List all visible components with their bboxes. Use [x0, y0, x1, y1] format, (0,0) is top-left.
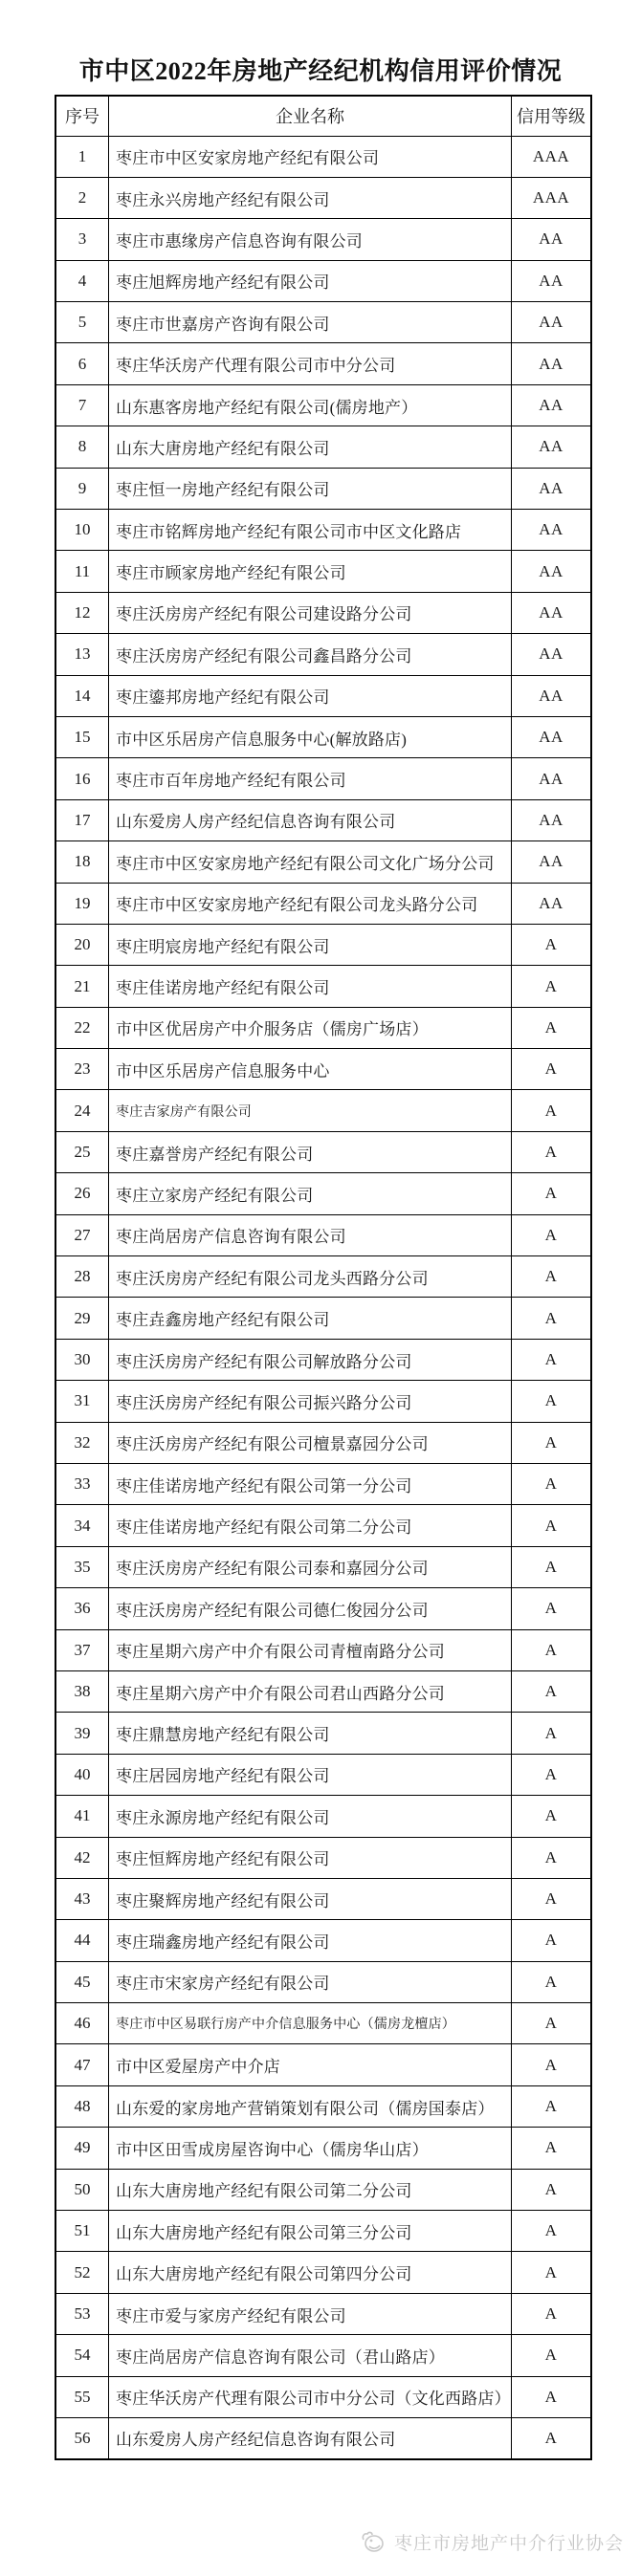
row-number-cell: 51 [55, 2211, 109, 2252]
company-name-cell: 枣庄旭辉房地产经纪有限公司 [109, 260, 512, 301]
company-name-cell: 枣庄永源房地产经纪有限公司 [109, 1796, 512, 1837]
company-name-cell: 枣庄星期六房产中介有限公司君山西路分公司 [109, 1670, 512, 1712]
table-row [55, 1837, 591, 1878]
table-row [55, 716, 591, 757]
row-number-cell: 8 [55, 426, 109, 468]
row-number-cell: 42 [55, 1837, 109, 1878]
row-number-cell: 2 [55, 177, 109, 218]
credit-rating-cell: AA [512, 551, 592, 592]
company-name-cell: 枣庄鎏邦房地产经纪有限公司 [109, 675, 512, 716]
row-number-cell: 14 [55, 675, 109, 716]
row-number-cell: 30 [55, 1339, 109, 1380]
table-row [55, 510, 591, 551]
credit-rating-cell: A [512, 1049, 592, 1090]
credit-rating-cell: AA [512, 384, 592, 426]
row-number-cell: 24 [55, 1090, 109, 1131]
credit-rating-cell: A [512, 1920, 592, 1961]
company-name-cell: 枣庄佳诺房地产经纪有限公司第一分公司 [109, 1464, 512, 1505]
company-name-cell: 市中区田雪成房屋咨询中心（儒房华山店） [109, 2128, 512, 2169]
table-row [55, 1629, 591, 1670]
page-title: 市中区2022年房地产经纪机构信用评价情况 [78, 57, 563, 85]
header-row [55, 96, 591, 136]
table-row [55, 841, 591, 883]
credit-rating-cell: A [512, 2417, 592, 2458]
credit-rating-cell: A [512, 1090, 592, 1131]
header-company-name: 企业名称 [109, 96, 512, 136]
row-number-cell: 4 [55, 260, 109, 301]
table-row [55, 1796, 591, 1837]
table-row [55, 1007, 591, 1048]
company-name-cell: 枣庄市中区易联行房产中介信息服务中心（儒房龙檀店） [109, 2003, 512, 2044]
credit-rating-cell: A [512, 1505, 592, 1546]
credit-rating-cell: A [512, 1381, 592, 1422]
row-number-cell: 28 [55, 1256, 109, 1298]
company-name-cell: 枣庄市世嘉房产咨询有限公司 [109, 302, 512, 343]
credit-rating-cell: A [512, 1670, 592, 1712]
table-row [55, 2211, 591, 2252]
table-row [55, 1214, 591, 1255]
table-row [55, 426, 591, 468]
table-row [55, 384, 591, 426]
row-number-cell: 18 [55, 841, 109, 883]
row-number-cell: 33 [55, 1464, 109, 1505]
table-row [55, 675, 591, 716]
table-row [55, 468, 591, 509]
company-name-cell: 枣庄沃房房产经纪有限公司泰和嘉园分公司 [109, 1546, 512, 1587]
company-name-cell: 山东爱房人房产经纪信息咨询有限公司 [109, 799, 512, 840]
credit-rating-cell: A [512, 1007, 592, 1048]
credit-rating-cell: A [512, 2169, 592, 2210]
credit-rating-cell: A [512, 1629, 592, 1670]
table-row [55, 2335, 591, 2376]
row-number-cell: 29 [55, 1298, 109, 1339]
table-row [55, 1588, 591, 1629]
company-name-cell: 枣庄嘉誉房产经纪有限公司 [109, 1131, 512, 1172]
row-number-cell: 52 [55, 2252, 109, 2293]
table-row [55, 2169, 591, 2210]
company-name-cell: 枣庄市宋家房产经纪有限公司 [109, 1961, 512, 2002]
credit-rating-cell: AA [512, 799, 592, 840]
table-row [55, 1961, 591, 2002]
table-row [55, 883, 591, 924]
row-number-cell: 37 [55, 1629, 109, 1670]
row-number-cell: 25 [55, 1131, 109, 1172]
table-row [55, 1173, 591, 1214]
footer-watermark [361, 2529, 624, 2555]
table-row [55, 1505, 591, 1546]
row-number-cell: 41 [55, 1796, 109, 1837]
company-name-cell: 市中区爱屋房产中介店 [109, 2044, 512, 2085]
table-row [55, 2003, 591, 2044]
row-number-cell: 49 [55, 2128, 109, 2169]
table-row [55, 592, 591, 633]
row-number-cell: 12 [55, 592, 109, 633]
credit-rating-cell: AA [512, 468, 592, 509]
credit-rating-cell: A [512, 2293, 592, 2334]
credit-rating-cell: A [512, 2003, 592, 2044]
company-name-cell: 枣庄市百年房地产经纪有限公司 [109, 758, 512, 799]
row-number-cell: 5 [55, 302, 109, 343]
company-name-cell: 山东大唐房地产经纪有限公司第四分公司 [109, 2252, 512, 2293]
credit-rating-cell: A [512, 1546, 592, 1587]
credit-rating-cell: A [512, 1713, 592, 1754]
company-name-cell: 枣庄市中区安家房地产经纪有限公司 [109, 136, 512, 177]
credit-rating-cell: AA [512, 302, 592, 343]
row-number-cell: 3 [55, 219, 109, 260]
table-row [55, 799, 591, 840]
credit-rating-cell: A [512, 2044, 592, 2085]
row-number-cell: 34 [55, 1505, 109, 1546]
table-row [55, 924, 591, 965]
company-name-cell: 枣庄鼎慧房地产经纪有限公司 [109, 1713, 512, 1754]
table-row [55, 177, 591, 218]
table-row [55, 1339, 591, 1380]
company-name-cell: 枣庄立家房产经纪有限公司 [109, 1173, 512, 1214]
credit-rating-cell: AA [512, 675, 592, 716]
credit-rating-cell: AAA [512, 177, 592, 218]
table-row [55, 2085, 591, 2127]
company-name-cell: 枣庄沃房房产经纪有限公司鑫昌路分公司 [109, 634, 512, 675]
row-number-cell: 22 [55, 1007, 109, 1048]
table-row [55, 2376, 591, 2417]
company-name-cell: 枣庄佳诺房地产经纪有限公司第二分公司 [109, 1505, 512, 1546]
row-number-cell: 54 [55, 2335, 109, 2376]
company-name-cell: 山东大唐房地产经纪有限公司第二分公司 [109, 2169, 512, 2210]
credit-rating-cell: A [512, 1796, 592, 1837]
row-number-cell: 46 [55, 2003, 109, 2044]
header-index: 序号 [55, 96, 109, 136]
row-number-cell: 7 [55, 384, 109, 426]
row-number-cell: 36 [55, 1588, 109, 1629]
company-name-cell: 市中区乐居房产信息服务中心 [109, 1049, 512, 1090]
company-name-cell: 市中区优居房产中介服务店（儒房广场店） [109, 1007, 512, 1048]
company-name-cell: 枣庄沃房房产经纪有限公司檀景嘉园分公司 [109, 1422, 512, 1463]
company-name-cell: 山东爱房人房产经纪信息咨询有限公司 [109, 2417, 512, 2458]
table-row [55, 302, 591, 343]
credit-rating-cell: AA [512, 343, 592, 384]
credit-rating-cell: AA [512, 219, 592, 260]
table-row [55, 1131, 591, 1172]
credit-rating-cell: A [512, 1588, 592, 1629]
row-number-cell: 15 [55, 716, 109, 757]
credit-rating-cell: A [512, 1298, 592, 1339]
table-row [55, 343, 591, 384]
company-name-cell: 枣庄沃房房产经纪有限公司德仁俊园分公司 [109, 1588, 512, 1629]
table-row [55, 966, 591, 1007]
row-number-cell: 39 [55, 1713, 109, 1754]
table-row [55, 1878, 591, 1919]
company-name-cell: 枣庄居园房地产经纪有限公司 [109, 1754, 512, 1795]
table-row [55, 2128, 591, 2169]
row-number-cell: 21 [55, 966, 109, 1007]
company-name-cell: 枣庄明宸房地产经纪有限公司 [109, 924, 512, 965]
table-row [55, 1090, 591, 1131]
row-number-cell: 17 [55, 799, 109, 840]
credit-rating-cell: A [512, 1339, 592, 1380]
table-row [55, 1754, 591, 1795]
row-number-cell: 26 [55, 1173, 109, 1214]
row-number-cell: 20 [55, 924, 109, 965]
company-name-cell: 枣庄恒一房地产经纪有限公司 [109, 468, 512, 509]
row-number-cell: 16 [55, 758, 109, 799]
row-number-cell: 27 [55, 1214, 109, 1255]
credit-rating-cell: A [512, 2252, 592, 2293]
company-name-cell: 枣庄市中区安家房地产经纪有限公司文化广场分公司 [109, 841, 512, 883]
credit-rating-cell: AA [512, 592, 592, 633]
row-number-cell: 19 [55, 883, 109, 924]
company-name-cell: 枣庄市爱与家房产经纪有限公司 [109, 2293, 512, 2334]
credit-rating-cell: AA [512, 841, 592, 883]
company-name-cell: 枣庄市惠缘房产信息咨询有限公司 [109, 219, 512, 260]
company-name-cell: 枣庄瑞鑫房地产经纪有限公司 [109, 1920, 512, 1961]
row-number-cell: 44 [55, 1920, 109, 1961]
table-row [55, 2293, 591, 2334]
company-name-cell: 枣庄市铭辉房地产经纪有限公司市中区文化路店 [109, 510, 512, 551]
table-row [55, 1713, 591, 1754]
company-name-cell: 枣庄市顾家房地产经纪有限公司 [109, 551, 512, 592]
table-row [55, 1670, 591, 1712]
company-name-cell: 枣庄沃房房产经纪有限公司解放路分公司 [109, 1339, 512, 1380]
credit-rating-cell: AA [512, 510, 592, 551]
table-row [55, 2252, 591, 2293]
credit-rating-cell: A [512, 1878, 592, 1919]
credit-rating-cell: A [512, 2128, 592, 2169]
row-number-cell: 53 [55, 2293, 109, 2334]
company-name-cell: 山东爱的家房地产营销策划有限公司（儒房国泰店） [109, 2085, 512, 2127]
company-name-cell: 枣庄华沃房产代理有限公司市中分公司 [109, 343, 512, 384]
row-number-cell: 31 [55, 1381, 109, 1422]
company-name-cell: 市中区乐居房产信息服务中心(解放路店) [109, 716, 512, 757]
credit-rating-cell: A [512, 1464, 592, 1505]
company-name-cell: 枣庄尚居房产信息咨询有限公司（君山路店） [109, 2335, 512, 2376]
credit-rating-cell: A [512, 1131, 592, 1172]
company-name-cell: 枣庄沃房房产经纪有限公司振兴路分公司 [109, 1381, 512, 1422]
table-row [55, 2044, 591, 2085]
row-number-cell: 32 [55, 1422, 109, 1463]
company-name-cell: 山东大唐房地产经纪有限公司 [109, 426, 512, 468]
company-name-cell: 枣庄华沃房产代理有限公司市中分公司（文化西路店） [109, 2376, 512, 2417]
credit-rating-cell: AA [512, 716, 592, 757]
credit-rating-cell: A [512, 2211, 592, 2252]
table-row [55, 551, 591, 592]
row-number-cell: 35 [55, 1546, 109, 1587]
row-number-cell: 56 [55, 2417, 109, 2458]
company-name-cell: 枣庄佳诺房地产经纪有限公司 [109, 966, 512, 1007]
table-row [55, 758, 591, 799]
company-name-cell: 山东惠客房地产经纪有限公司(儒房地产） [109, 384, 512, 426]
table-row [55, 1464, 591, 1505]
association-name: 枣庄市房地产中介行业协会 [393, 2534, 624, 2554]
row-number-cell: 9 [55, 468, 109, 509]
row-number-cell: 10 [55, 510, 109, 551]
table-row [55, 219, 591, 260]
company-name-cell: 枣庄聚辉房地产经纪有限公司 [109, 1878, 512, 1919]
credit-rating-cell: A [512, 1754, 592, 1795]
table-row [55, 260, 591, 301]
credit-rating-cell: AA [512, 426, 592, 468]
row-number-cell: 50 [55, 2169, 109, 2210]
row-number-cell: 6 [55, 343, 109, 384]
credit-rating-cell: AA [512, 634, 592, 675]
company-name-cell: 山东大唐房地产经纪有限公司第三分公司 [109, 2211, 512, 2252]
credit-rating-cell: A [512, 2085, 592, 2127]
row-number-cell: 55 [55, 2376, 109, 2417]
table-row [55, 1381, 591, 1422]
credit-rating-cell: AAA [512, 136, 592, 177]
row-number-cell: 43 [55, 1878, 109, 1919]
row-number-cell: 45 [55, 1961, 109, 2002]
row-number-cell: 1 [55, 136, 109, 177]
table-row [55, 1920, 591, 1961]
credit-rating-cell: A [512, 1214, 592, 1255]
table-row [55, 1049, 591, 1090]
credit-rating-cell: A [512, 1837, 592, 1878]
table-row [55, 136, 591, 177]
table-row [55, 634, 591, 675]
table-row [55, 1256, 591, 1298]
table-row [55, 1298, 591, 1339]
company-name-cell: 枣庄沃房房产经纪有限公司龙头西路分公司 [109, 1256, 512, 1298]
row-number-cell: 48 [55, 2085, 109, 2127]
row-number-cell: 38 [55, 1670, 109, 1712]
table-header [55, 96, 591, 136]
company-name-cell: 枣庄永兴房地产经纪有限公司 [109, 177, 512, 218]
credit-rating-cell: A [512, 1173, 592, 1214]
company-name-cell: 枣庄沃房房产经纪有限公司建设路分公司 [109, 592, 512, 633]
company-name-cell: 枣庄市中区安家房地产经纪有限公司龙头路分公司 [109, 883, 512, 924]
association-logo-icon [361, 2530, 389, 2555]
credit-rating-cell: AA [512, 883, 592, 924]
credit-rating-cell: A [512, 1961, 592, 2002]
table-row [55, 2417, 591, 2458]
credit-rating-cell: A [512, 1422, 592, 1463]
row-number-cell: 13 [55, 634, 109, 675]
row-number-cell: 11 [55, 551, 109, 592]
credit-rating-cell: A [512, 966, 592, 1007]
row-number-cell: 47 [55, 2044, 109, 2085]
company-name-cell: 枣庄吉家房产有限公司 [109, 1090, 512, 1131]
credit-rating-cell: A [512, 1256, 592, 1298]
company-name-cell: 枣庄尚居房产信息咨询有限公司 [109, 1214, 512, 1255]
company-name-cell: 枣庄星期六房产中介有限公司青檀南路分公司 [109, 1629, 512, 1670]
credit-rating-cell: AA [512, 260, 592, 301]
credit-rating-cell: A [512, 2335, 592, 2376]
credit-rating-cell: AA [512, 758, 592, 799]
company-name-cell: 枣庄恒辉房地产经纪有限公司 [109, 1837, 512, 1878]
credit-rating-cell: A [512, 2376, 592, 2417]
table-body [55, 136, 591, 2459]
table-row [55, 1546, 591, 1587]
row-number-cell: 40 [55, 1754, 109, 1795]
table-row [55, 1422, 591, 1463]
row-number-cell: 23 [55, 1049, 109, 1090]
header-credit-rating: 信用等级 [512, 96, 592, 136]
credit-rating-cell: A [512, 924, 592, 965]
company-name-cell: 枣庄垚鑫房地产经纪有限公司 [109, 1298, 512, 1339]
credit-rating-table [55, 95, 592, 2460]
